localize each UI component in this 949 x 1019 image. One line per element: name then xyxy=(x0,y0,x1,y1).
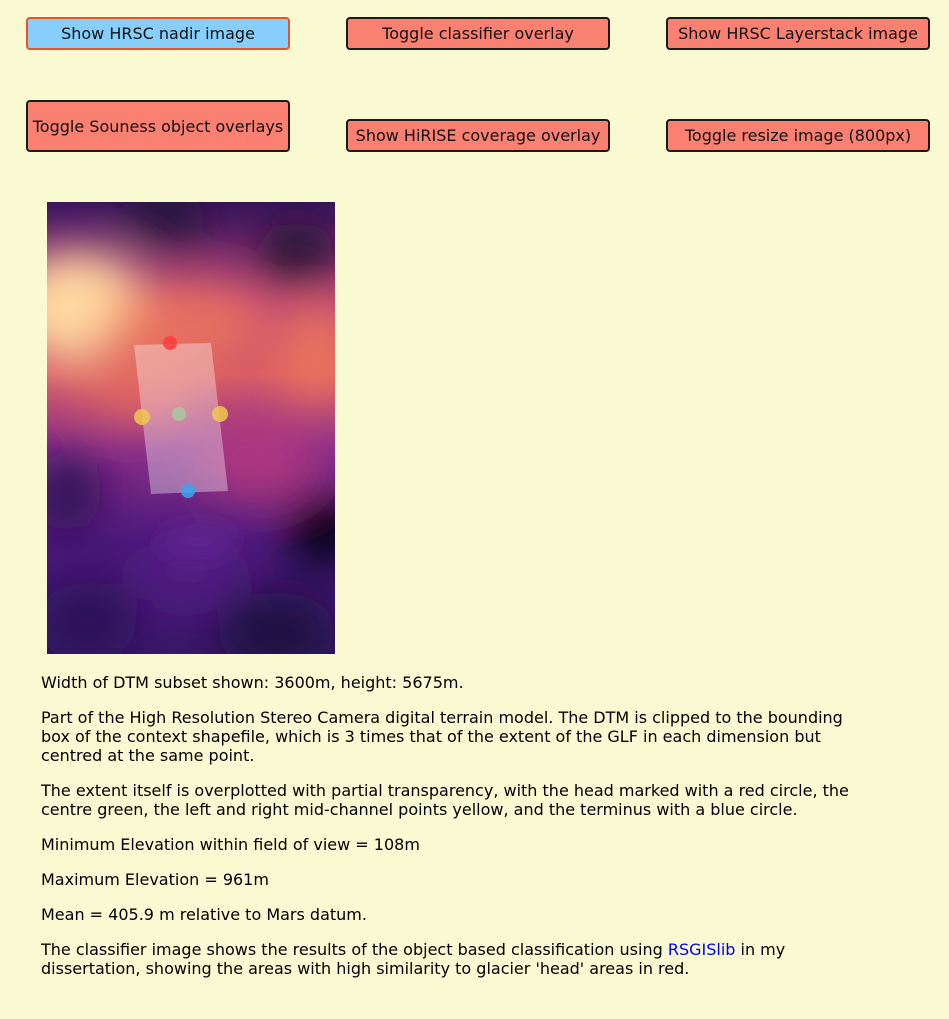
mean-elevation: Mean = 405.9 m relative to Mars datum. xyxy=(41,905,367,924)
classifier-note xyxy=(41,940,861,978)
centre-marker-icon xyxy=(172,407,186,421)
toggle-resize-button[interactable]: Toggle resize image (800px) xyxy=(666,119,930,152)
toggle-classifier-button[interactable]: Toggle classifier overlay xyxy=(346,17,610,50)
terminus-marker-icon xyxy=(181,484,195,498)
head-marker-icon xyxy=(163,336,177,350)
classifier-text-after: in my dissertation, showing the areas with high similarity to glacier 'head' areas in red. xyxy=(41,940,786,978)
show-hirise-coverage-button[interactable]: Show HiRISE coverage overlay xyxy=(346,119,610,152)
classifier-text-before: The classifier image shows the results of the object based classification using xyxy=(41,940,668,959)
dtm-description: Part of the High Resolution Stereo Camera digital terrain model. The DTM is clipped to the bounding box of the context shapefile, which is 3 times that of the extent of the GLF in each dimension but centred at the same point. xyxy=(41,708,843,765)
min-elevation: Minimum Elevation within field of view = 108m xyxy=(41,835,420,854)
left-mid-marker-icon xyxy=(134,409,150,425)
overlay-note: The extent itself is overplotted with partial transparency, with the head marked with a red circle, the centre green, the left and right mid-channel points yellow, and the terminus with a blue circle. xyxy=(41,781,849,819)
dtm-image xyxy=(47,202,335,654)
right-mid-marker-icon xyxy=(212,406,228,422)
rsgislib-link[interactable]: RSGISlib xyxy=(667,940,736,959)
toggle-souness-overlays-button[interactable]: Toggle Souness object overlays xyxy=(26,100,290,152)
show-hrsc-layerstack-button[interactable]: Show HRSC Layerstack image xyxy=(666,17,930,50)
max-elevation: Maximum Elevation = 961m xyxy=(41,870,269,889)
description-text xyxy=(41,673,861,994)
show-hrsc-nadir-button[interactable]: Show HRSC nadir image xyxy=(26,17,290,50)
dtm-dimensions: Width of DTM subset shown: 3600m, height: 5675m. xyxy=(41,673,464,692)
